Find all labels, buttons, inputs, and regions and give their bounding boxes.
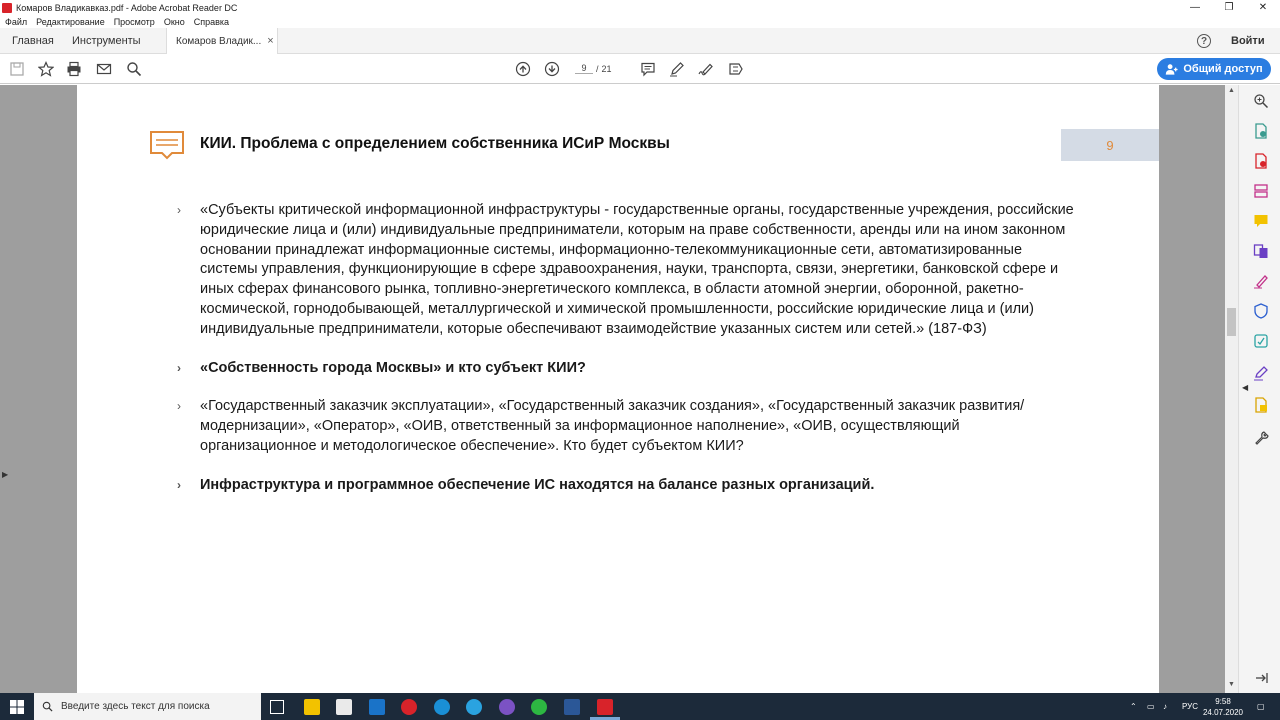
minimize-button[interactable]: —	[1190, 2, 1200, 13]
share-button[interactable]	[1157, 58, 1271, 80]
more-tools-icon[interactable]	[727, 60, 745, 78]
clock-time: 9:58	[1215, 697, 1231, 706]
optimize-pdf-icon[interactable]	[1253, 333, 1269, 349]
tab-document-label: Комаров Владик...	[176, 35, 262, 47]
close-button[interactable]: ✕	[1258, 2, 1268, 13]
bookmark-star-icon[interactable]	[37, 60, 55, 78]
tools-wrench-icon[interactable]	[1253, 430, 1269, 446]
tab-tools[interactable]: Инструменты	[72, 35, 141, 47]
total-pages: 21	[601, 63, 612, 74]
bullet-text: «Государственный заказчик эксплуатации», «Государственный заказчик создания», «Государственный заказчик развития/модернизации», «Оператор», «ОИВ, ответственный за информационное наполнение», «ОИВ, осуществляющий организационное и методологическое обеспечение». Кто будет субъектом КИИ?	[200, 398, 1025, 454]
bullet-chevron-icon: ›	[177, 203, 181, 217]
taskbar-search-placeholder: Введите здесь текст для поиска	[61, 701, 210, 712]
word-icon[interactable]	[564, 699, 580, 715]
task-view-icon[interactable]	[270, 700, 284, 714]
tab-close-icon[interactable]: ×	[267, 35, 274, 47]
tab-document[interactable]	[166, 28, 278, 54]
left-panel-toggle-icon[interactable]: ▶	[2, 470, 9, 479]
vertical-scrollbar[interactable]	[1225, 85, 1238, 693]
tab-bar	[0, 28, 1280, 54]
protect-icon[interactable]	[1253, 303, 1269, 319]
slide-page-number: 9	[1061, 129, 1159, 161]
telegram-icon[interactable]	[466, 699, 482, 715]
highlight-pen-icon[interactable]	[668, 60, 686, 78]
search-icon[interactable]	[125, 60, 143, 78]
maximize-button[interactable]: ❐	[1224, 2, 1234, 13]
clock-date: 24.07.2020	[1202, 708, 1244, 717]
scroll-thumb[interactable]	[1227, 308, 1236, 336]
sign-icon[interactable]	[697, 60, 715, 78]
email-icon[interactable]	[95, 60, 113, 78]
right-panel-collapse-icon[interactable]: ◀	[1242, 383, 1249, 392]
windows-start-icon[interactable]	[10, 700, 24, 714]
taskbar-search-input[interactable]	[34, 693, 261, 720]
menu-file[interactable]: Файл	[5, 16, 28, 27]
store-icon[interactable]	[336, 699, 352, 715]
mail-icon[interactable]	[369, 699, 385, 715]
language-indicator[interactable]: РУС	[1182, 702, 1199, 711]
slide-logo-icon	[149, 127, 185, 163]
acrobat-icon	[2, 3, 12, 13]
title-bar	[0, 0, 1280, 15]
list-item	[177, 201, 1077, 340]
pdf-page	[77, 85, 1159, 693]
clock[interactable]	[1200, 696, 1246, 718]
previous-page-icon[interactable]	[514, 60, 532, 78]
opera-icon[interactable]	[401, 699, 417, 715]
sign-in-button[interactable]: Войти	[1231, 35, 1265, 47]
next-page-icon[interactable]	[543, 60, 561, 78]
menu-window[interactable]: Окно	[163, 16, 185, 27]
windows-taskbar	[0, 693, 1280, 720]
page-navigator	[575, 63, 612, 74]
help-icon[interactable]: ?	[1197, 34, 1211, 48]
toolbar	[0, 55, 1280, 84]
comment-tool-icon[interactable]	[1253, 213, 1269, 229]
organize-pages-icon[interactable]	[1253, 183, 1269, 199]
bullet-chevron-icon: ›	[177, 477, 181, 492]
search-icon	[42, 701, 53, 712]
edit-pdf-icon[interactable]	[1253, 365, 1269, 381]
file-explorer-icon[interactable]	[304, 699, 320, 715]
right-tools-panel	[1238, 85, 1280, 693]
window-title: Комаров Владикавказ.pdf - Adobe Acrobat Reader DC	[16, 2, 238, 13]
menu-help[interactable]: Справка	[193, 16, 230, 27]
network-icon[interactable]: ▭	[1147, 702, 1155, 711]
combine-files-icon[interactable]	[1253, 243, 1269, 259]
viber-icon[interactable]	[499, 699, 515, 715]
fill-sign-icon[interactable]	[1253, 273, 1269, 289]
tab-home[interactable]: Главная	[12, 35, 54, 47]
notifications-icon[interactable]: ▢	[1257, 702, 1265, 711]
list-item	[177, 476, 1077, 496]
bullet-list	[177, 201, 1077, 515]
edge-icon[interactable]	[434, 699, 450, 715]
current-page-input[interactable]: 9	[575, 63, 593, 74]
scroll-down-icon[interactable]: ▼	[1228, 681, 1235, 688]
menu-bar	[0, 15, 1280, 28]
slide-title: КИИ. Проблема с определением собственника ИСиР Москвы	[200, 135, 670, 152]
bullet-text: «Собственность города Москвы» и кто субъект КИИ?	[200, 359, 586, 376]
menu-view[interactable]: Просмотр	[113, 16, 155, 27]
bullet-chevron-icon: ›	[177, 360, 181, 375]
acrobat-taskbar-icon[interactable]	[597, 699, 613, 715]
bullet-chevron-icon: ›	[177, 399, 181, 414]
send-for-comments-icon[interactable]	[1253, 397, 1269, 413]
save-icon[interactable]	[8, 60, 26, 78]
comment-icon[interactable]	[639, 60, 657, 78]
page-separator: /	[596, 63, 599, 74]
list-item	[177, 397, 1077, 456]
share-button-label: Общий доступ	[1183, 63, 1263, 75]
list-item	[177, 359, 1077, 379]
panel-expand-icon[interactable]	[1253, 670, 1269, 686]
bullet-text: Инфраструктура и программное обеспечение ИС находятся на балансе разных организаций.	[200, 476, 875, 493]
volume-icon[interactable]: ♪	[1163, 702, 1167, 711]
share-user-icon	[1165, 63, 1178, 76]
menu-edit[interactable]: Редактирование	[36, 16, 105, 27]
zoom-icon[interactable]	[1253, 93, 1269, 109]
print-icon[interactable]	[65, 60, 83, 78]
create-pdf-icon[interactable]	[1253, 153, 1269, 169]
whatsapp-icon[interactable]	[531, 699, 547, 715]
scroll-up-icon[interactable]: ▲	[1228, 87, 1235, 94]
tray-chevron-icon[interactable]: ⌃	[1130, 702, 1137, 711]
bullet-text: «Субъекты критической информационной инфраструктуры - государственные органы, государственные учреждения, российские юридические лица и (или) индивидуальные предприниматели, которым на праве собственности, аренды или на ином законном основании принадлежат информационные системы, информационно-телекоммуникационные сети, автоматизированные системы управления, функционирующие в сфере здравоохранения, науки, транспорта, связи, энергетики, банковской сфере и иных сферах финансового рынка, топливно-энергетического комплекса, в области атомной энергии, оборонной, ракетно-космической, горнодобывающей, металлургической и химической промышленности, российские юридические лица и (или) индивидуальные предприниматели, которые обеспечивают взаимодействие указанных систем или сетей.» (187-ФЗ)	[200, 202, 1074, 337]
export-pdf-icon[interactable]	[1253, 123, 1269, 139]
